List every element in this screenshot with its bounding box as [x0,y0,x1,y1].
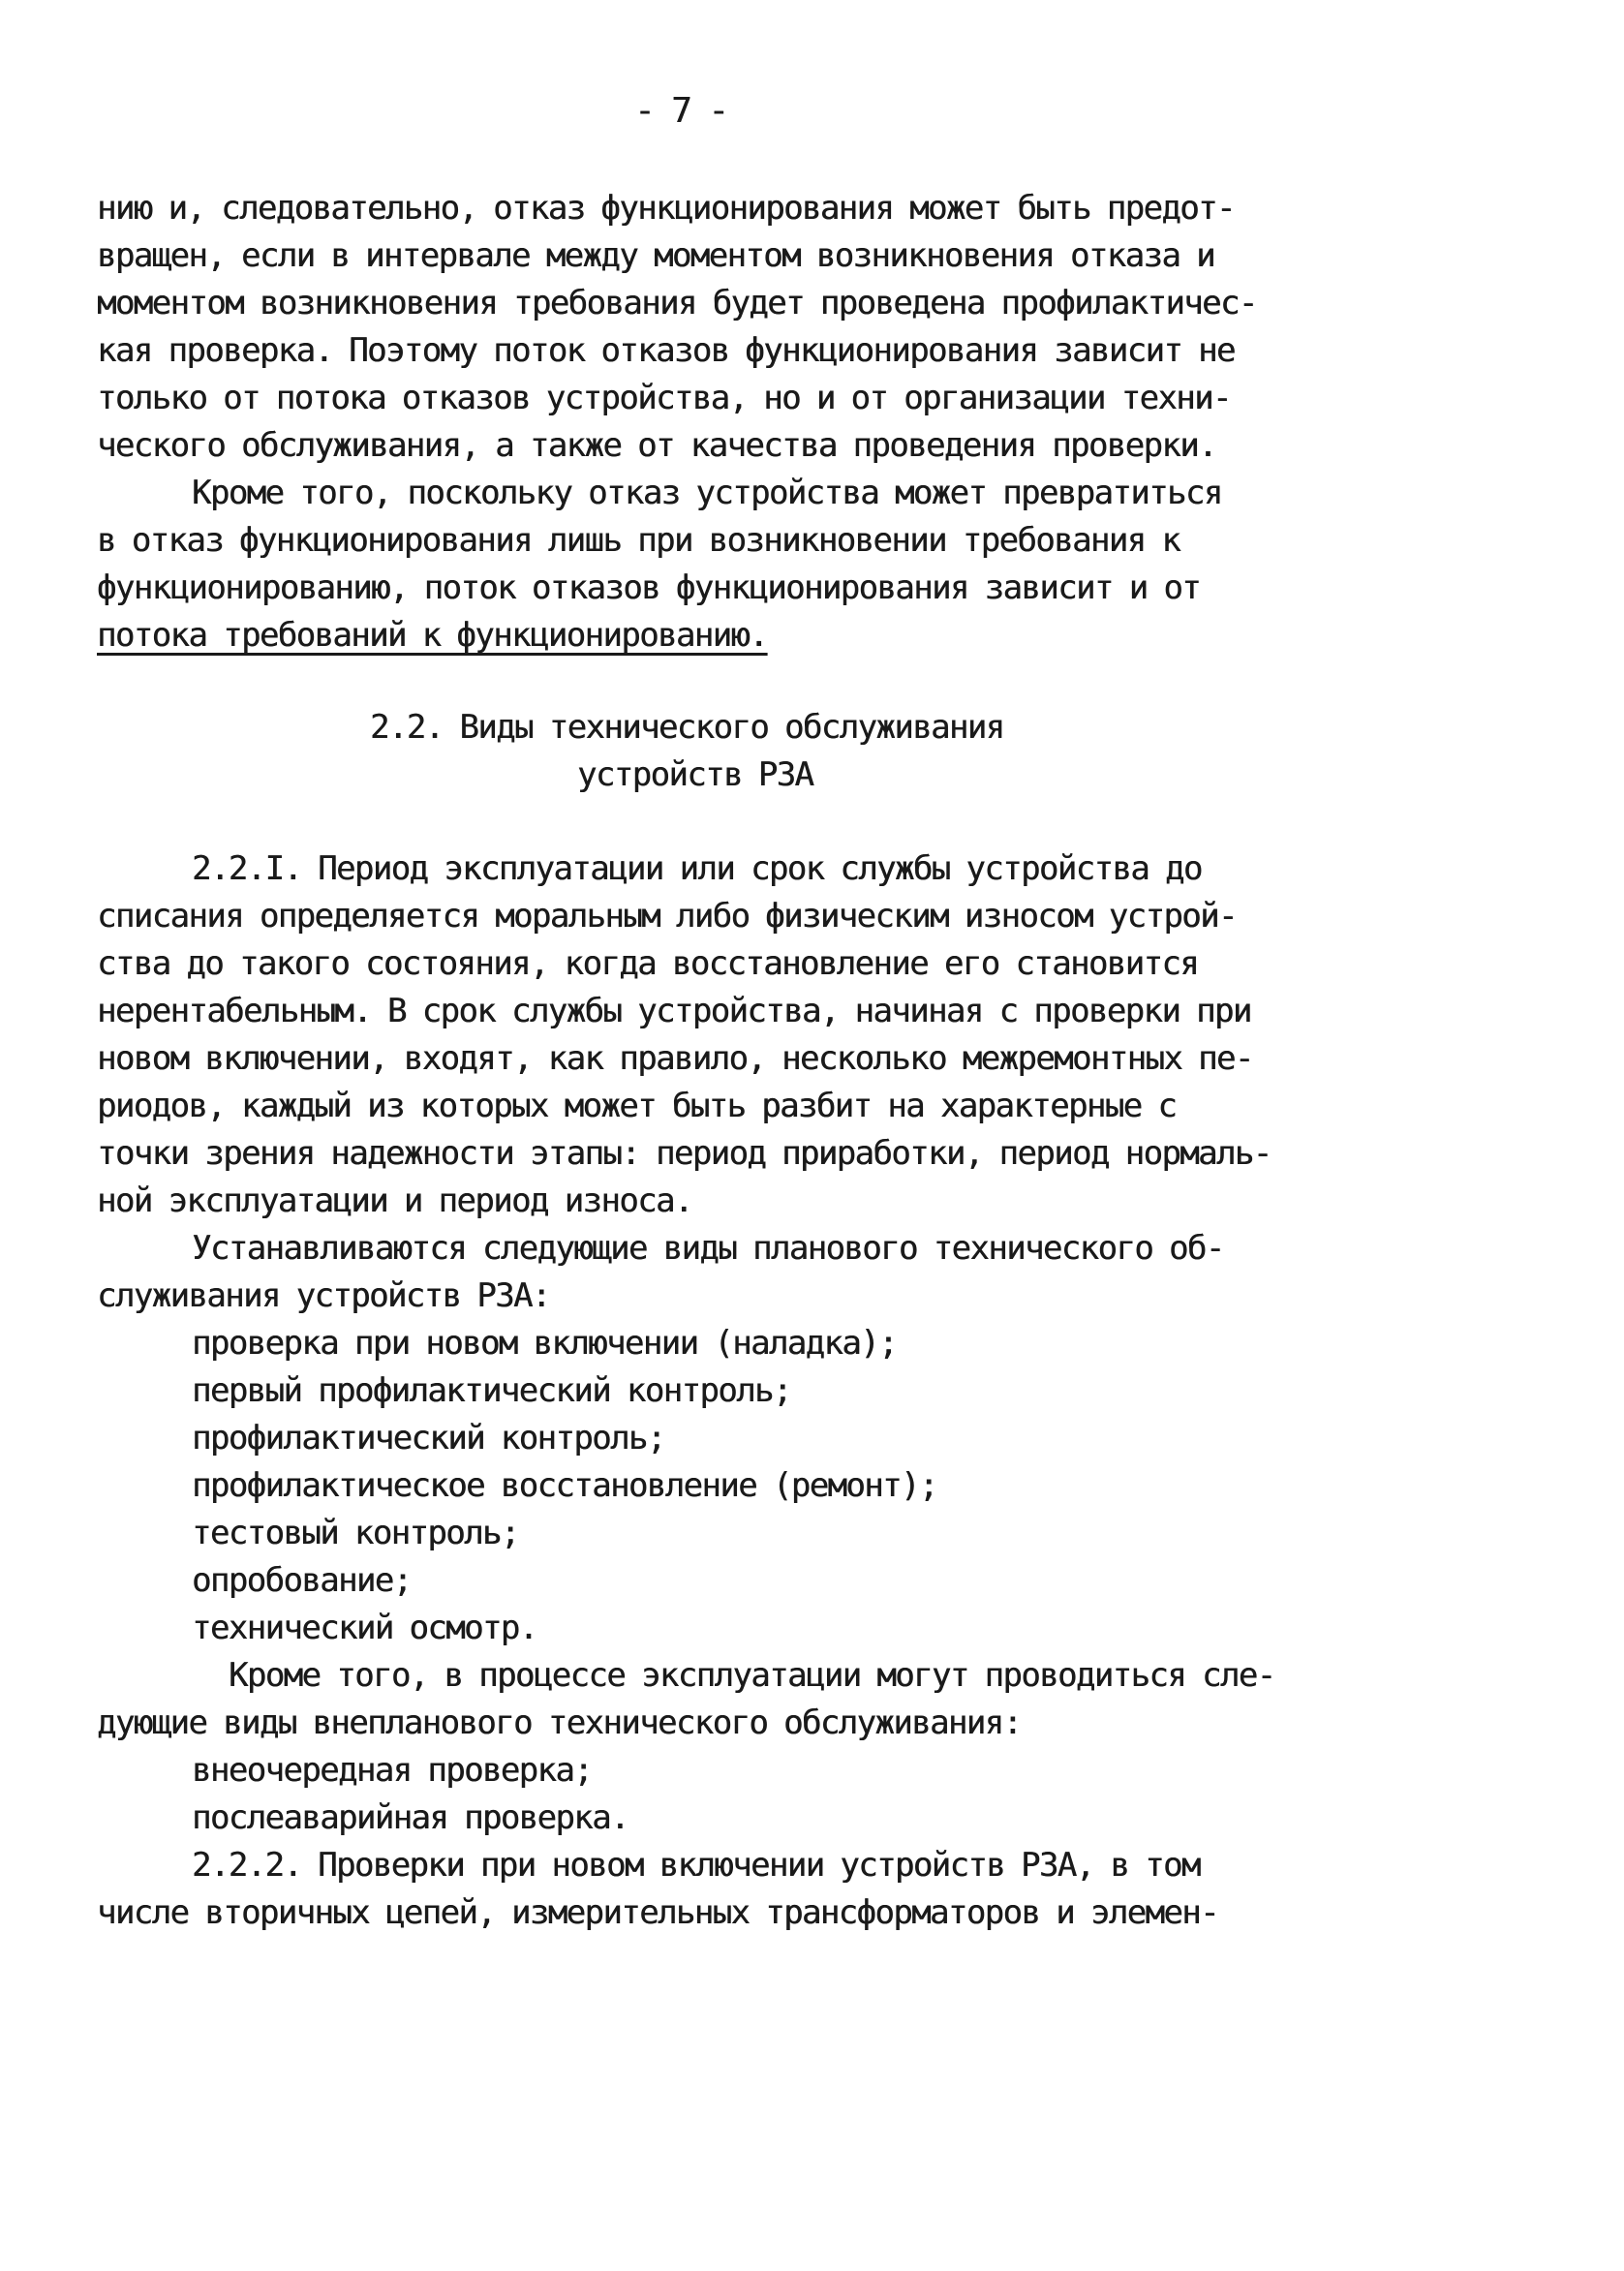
text-line: нерентабельным. В срок службы устройства, начиная с проверки при [97,992,1251,1030]
section-heading-line-2: устройств РЗА [577,755,813,794]
section-heading-line-1: 2.2. Виды технического обслуживания [370,708,1004,747]
text-line: ной эксплуатации и период износа. [97,1182,692,1220]
text-line: Кроме того, в процессе эксплуатации могут проводиться сле- [229,1656,1275,1695]
text-line: числе вторичных цепей, измерительных трансформаторов и элемен- [97,1893,1218,1932]
text-line: Кроме того, поскольку отказ устройства может превратиться [192,474,1222,512]
text-line: служивания устройств РЗА: [97,1276,550,1315]
list-item: послеаварийная проверка. [192,1798,628,1837]
text-line: Устанавливаются следующие виды планового технического об- [192,1229,1224,1268]
underlined-text-line: потока требований к функционированию. [97,616,768,655]
text-line: списания определяется моральным либо физическим износом устрой- [97,897,1237,936]
text-line: вращен, если в интервале между моментом возникновения отказа и [97,236,1214,275]
text-line: в отказ функционирования лишь при возникновении требования к [97,521,1180,560]
list-item: опробование; [192,1561,412,1600]
list-item: тестовый контроль; [192,1514,519,1552]
list-item: профилактический контроль; [192,1419,665,1458]
text-line: моментом возникновения требования будет проведена профилактичес- [97,284,1257,322]
list-item: первый профилактический контроль; [192,1371,791,1410]
text-line: дующие виды внепланового технического обслуживания: [97,1703,1022,1742]
text-line: кая проверка. Поэтому поток отказов функционирования зависит не [97,331,1235,370]
text-line: нию и, следовательно, отказ функционирования может быть предот- [97,189,1235,228]
list-item: внеочередная проверка; [192,1751,593,1790]
text-line: 2.2.I. Период эксплуатации или срок службы устройства до [192,849,1202,888]
text-line: ства до такого состояния, когда восстановление его становится [97,944,1199,983]
text-line: ческого обслуживания, а также от качества проведения проверки. [97,426,1216,465]
text-line: функционированию, поток отказов функционирования зависит и от [97,568,1201,607]
text-line: новом включении, входят, как правило, несколько межремонтных пе- [97,1039,1253,1078]
text-line: только от потока отказов устройства, но и от организации техни- [97,379,1231,417]
text-line: точки зрения надежности этапы: период приработки, период нормаль- [97,1134,1272,1173]
text-line: 2.2.2. Проверки при новом включении устройств РЗА, в том [192,1846,1200,1885]
list-item: профилактическое восстановление (ремонт); [192,1466,937,1505]
list-item: технический осмотр. [192,1609,537,1647]
text-line: риодов, каждый из которых может быть разбит на характерные с [97,1087,1177,1125]
list-item: проверка при новом включении (наладка); [192,1324,897,1363]
page-number: - 7 - [634,91,728,131]
